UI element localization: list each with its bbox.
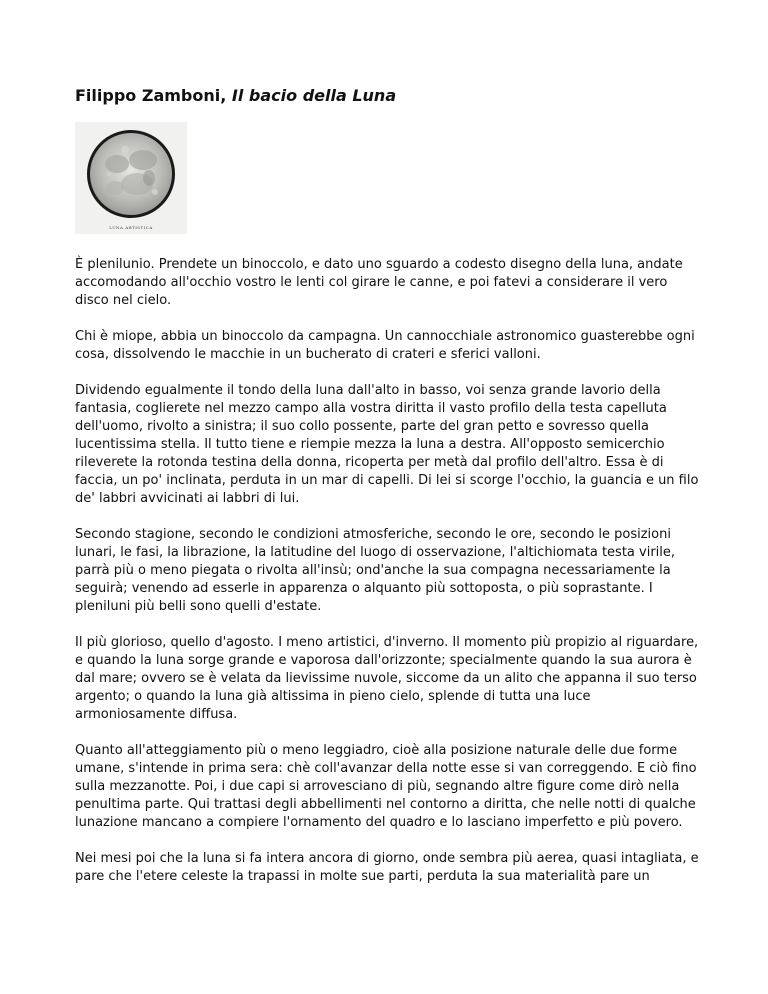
paragraph: Secondo stagione, secondo le condizioni atmosferiche, secondo le ore, secondo le posizioni lunari, le fasi, la librazione, la latitudine del luogo di osservazione, l'altichiomata testa virile, parrà più o meno piegata o rivolta all'insù; ond'anche la sua compagna necessariamente la seguirà; venendo ad esserle in apparenza o alquanto più sottoposta, o più soprastante. I pleniluni più belli sono quelli d'estate. — [75, 527, 676, 614]
moon-figure — [75, 122, 187, 234]
author-name: Filippo Zamboni, — [75, 86, 227, 105]
paragraph: Dividendo egualmente il tondo della luna dall'alto in basso, voi senza grande lavorio della fantasia, coglierete nel mezzo campo alla vostra diritta il vasto profilo della testa capelluta dell'uomo, rivolto a sinistra; il suo collo possente, parte del gran petto e sovresso quella lucentissima stella. Il tutto tiene e riempie mezza la luna a destra. All'opposto semicerchio rileverete la rotonda testina della donna, ricoperta per metà dal profilo dell'altro. Essa è di faccia, un po' inclinata, perduta in un mar di capelli. Di lei si scorge l'occhio, la guancia e un filo de' labbri avvicinati ai labbri di lui. — [75, 383, 699, 506]
document-title — [75, 86, 396, 105]
work-title: Il bacio della Luna — [231, 86, 397, 105]
moon-illustration — [75, 122, 187, 234]
paragraph: Quanto all'atteggiamento più o meno leggiadro, cioè alla posizione naturale delle due forme umane, s'intende in prima sera: chè coll'avanzar della notte esse si van correggendo. E ciò fino sulla mezzanotte. Poi, i due capi si arrovesciano di più, segnando altre figure come dirò nella penultima parte. Qui trattasi degli abbellimenti nel contorno a diritta, che nelle notti di qualche lunazione mancano a compiere l'ornamento del quadro e lo lasciano imperfetto e più povero. — [75, 743, 697, 830]
figure-caption: LUNA ARTISTICA — [109, 225, 153, 230]
paragraph: Il più glorioso, quello d'agosto. I meno artistici, d'inverno. Il momento più propizio al riguardare, e quando la luna sorge grande e vaporosa dall'orizzonte; specialmente quando la sua aurora è dal mare; ovvero se è velata da lievissime nuvole, siccome da un alito che appanna il suo terso argento; o quando la luna già altissima in pieno cielo, splende di tutta una luce armoniosamente diffusa. — [75, 635, 699, 722]
paragraph: È plenilunio. Prendete un binoccolo, e dato uno sguardo a codesto disegno della luna, andate accomodando all'occhio vostro le lenti col girare le canne, e poi fatevi a considerare il vero disco nel cielo. — [75, 257, 683, 308]
document-body — [75, 256, 700, 904]
paragraph: Nei mesi poi che la luna si fa intera ancora di giorno, onde sembra più aerea, quasi intagliata, e pare che l'etere celeste la trapassi in molte sue parti, perduta la sua materialità pare un — [75, 851, 699, 884]
paragraph: Chi è miope, abbia un binoccolo da campagna. Un cannocchiale astronomico guasterebbe ogni cosa, dissolvendo le macchie in un bucherato di crateri e sferici valloni. — [75, 329, 695, 362]
